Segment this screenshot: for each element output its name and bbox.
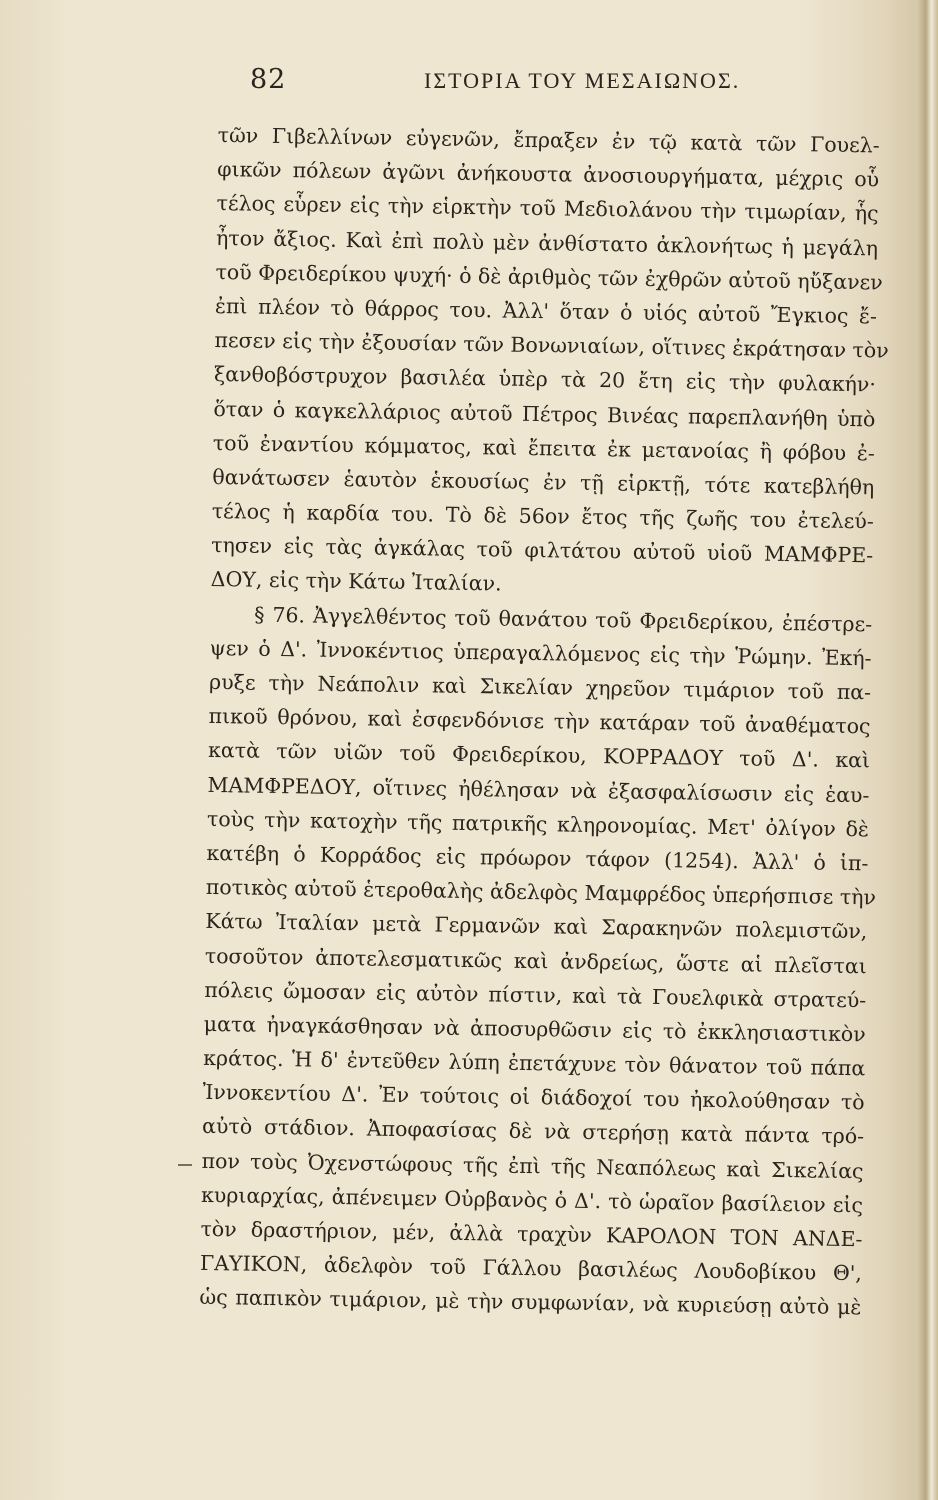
text-line: ρυξε τὴν Νεάπολιν καὶ Σικελίαν χηρεῦον τιμάριον τοῦ πα- bbox=[208, 669, 872, 705]
text-line: τῶν Γιβελλίνων εὐγενῶν, ἔπραξεν ἐν τῷ κατὰ τῶν Γουελ- bbox=[217, 122, 880, 158]
text-line: τοῦ ἐναντίου κόμματος, καὶ ἔπειτα ἐκ μετανοίας ἢ φόβου ἐ- bbox=[212, 430, 876, 466]
text-line: αὐτὸ στάδιον. Ἀποφασίσας δὲ νὰ στερήσῃ κατὰ πάντα τρό- bbox=[201, 1114, 865, 1149]
text-line: ὅταν ὁ καγκελλάριος αὐτοῦ Πέτρος Βινέας παρεπλανήθη ὑπὸ bbox=[213, 396, 876, 431]
margin-mark bbox=[178, 1164, 192, 1166]
text-line: ὡς παπικὸν τιμάριον, μὲ τὴν συμφωνίαν, νὰ κυριεύσῃ αὐτὸ μὲ bbox=[199, 1285, 862, 1320]
page-header bbox=[250, 64, 790, 104]
page-number: 82 bbox=[250, 64, 287, 95]
page-edge bbox=[916, 0, 938, 1500]
text-line: ψεν ὁ Δ'. Ἰννοκέντιος ὑπεραγαλλόμενος εἰς τὴν Ῥώμην. Ἐκή- bbox=[209, 635, 872, 671]
text-line: τὸν δραστήριον, μέν, ἀλλὰ τραχὺν ΚΑΡΟΛΟΝ ΤΟΝ ΑΝΔΕ- bbox=[200, 1216, 863, 1252]
text-line: ΔΟΥ, εἰς τὴν Κάτω Ἰταλίαν. bbox=[210, 567, 502, 596]
text-line: θανάτωσεν ἑαυτὸν ἑκουσίως ἐν τῇ εἱρκτῇ, τότε κατεβλήθη bbox=[212, 464, 875, 500]
text-line: Ἰννοκεντίου Δ'. Ἐν τούτοις οἱ διάδοχοί του ἠκολούθησαν τὸ bbox=[202, 1080, 865, 1115]
running-title: ΙΣΤΟΡΙΑ ΤΟΥ ΜΕΣΑΙΩΝΟΣ. bbox=[424, 68, 741, 93]
text-line: πεσεν εἰς τὴν ἐξουσίαν τῶν Βονωνιαίων, οἵτινες ἐκράτησαν τὸν bbox=[214, 328, 889, 363]
text-line: πον τοὺς Ὀχενστώφους τῆς ἐπὶ τῆς Νεαπόλεως καὶ Σικελίας bbox=[201, 1148, 864, 1183]
text-line: πόλεις ὤμοσαν εἰς αὐτὸν πίστιν, καὶ τὰ Γουελφικὰ στρατεύ- bbox=[204, 977, 867, 1012]
text-line: τοῦ Φρειδερίκου ψυχή· ὁ δὲ ἀριθμὸς τῶν ἐχθρῶν αὐτοῦ ηὔξανεν bbox=[215, 259, 883, 295]
text-line: τοσοῦτον ἀποτελεσματικῶς καὶ ἀνδρείως, ὥστε αἱ πλεῖσται bbox=[204, 943, 867, 978]
text-line: κράτος. Ἡ δ' ἐντεῦθεν λύπη ἐπετάχυνε τὸν θάνατον τοῦ πάπα bbox=[203, 1045, 866, 1081]
text-line: κατὰ τῶν υἱῶν τοῦ Φρειδερίκου, ΚΟΡΡΑΔΟΥ τοῦ Δ'. καὶ bbox=[207, 738, 871, 773]
text-line: πικοῦ θρόνου, καὶ ἐσφενδόνισε τὴν κατάραν τοῦ ἀναθέματος bbox=[208, 704, 871, 739]
text-line: Κάτω Ἰταλίαν μετὰ Γερμανῶν καὶ Σαρακηνῶν πολεμιστῶν, bbox=[205, 909, 868, 944]
text-line: κατέβη ὁ Κορράδος εἰς πρόωρον τάφον (1254). Ἀλλ' ὁ ἱπ- bbox=[206, 840, 869, 876]
text-line: κυριαρχίας, ἀπένειμεν Οὐρβανὸς ὁ Δ'. τὸ ὡραῖον βασίλειον εἰς bbox=[200, 1182, 864, 1218]
text-line: ποτικὸς αὐτοῦ ἑτεροθαλὴς ἀδελφὸς Μαμφρέδος ὑπερήσπισε τὴν bbox=[205, 875, 877, 910]
section-start-line: § 76. Ἀγγελθέντος τοῦ θανάτου τοῦ Φρειδερίκου, ἐπέστρε- bbox=[254, 602, 873, 636]
text-line: ἦτον ἄξιος. Καὶ ἐπὶ πολὺ μὲν ἀνθίστατο ἀκλονήτως ἡ μεγάλη bbox=[215, 225, 879, 260]
text-line: τοὺς τὴν κατοχὴν τῆς πατρικῆς κληρονομίας. Μετ' ὀλίγον δὲ bbox=[206, 806, 870, 842]
text-line: ματα ἠναγκάσθησαν νὰ ἀποσυρθῶσιν εἰς τὸ ἐκκλησιαστικὸν bbox=[203, 1011, 866, 1047]
text-line: ΜΑΜΦΡΕΔΟΥ, οἵτινες ἠθέλησαν νὰ ἐξασφαλίσωσιν εἰς ἑαυ- bbox=[207, 772, 870, 807]
body-text bbox=[199, 118, 889, 1325]
text-line: ξανθοβόστρυχον βασιλέα ὑπὲρ τὰ 20 ἔτη εἰς τὴν φυλακήν· bbox=[213, 362, 877, 397]
text-line: τέλος ἡ καρδία του. Τὸ δὲ 56ον ἔτος τῆς ζωῆς του ἐτελεύ- bbox=[211, 499, 874, 534]
text-line: τησεν εἰς τὰς ἀγκάλας τοῦ φιλτάτου αὐτοῦ υἱοῦ ΜΑΜΦΡΕ- bbox=[211, 533, 874, 568]
text-line: φικῶν πόλεων ἀγῶνι ἀνήκουστα ἀνοσιουργήματα, μέχρις οὗ bbox=[217, 157, 880, 192]
text-line: ΓΑΥΙΚΟΝ, ἀδελφὸν τοῦ Γάλλου βασιλέως Λουδοβίκου Θ', bbox=[199, 1251, 863, 1286]
text-line: ἐπὶ πλέον τὸ θάρρος του. Ἀλλ' ὅταν ὁ υἱός αὐτοῦ Ἔγκιος ἔ- bbox=[214, 293, 878, 329]
text-line: τέλος εὗρεν εἰς τὴν εἱρκτὴν τοῦ Μεδιολάνου τὴν τιμωρίαν, ἧς bbox=[216, 191, 879, 226]
